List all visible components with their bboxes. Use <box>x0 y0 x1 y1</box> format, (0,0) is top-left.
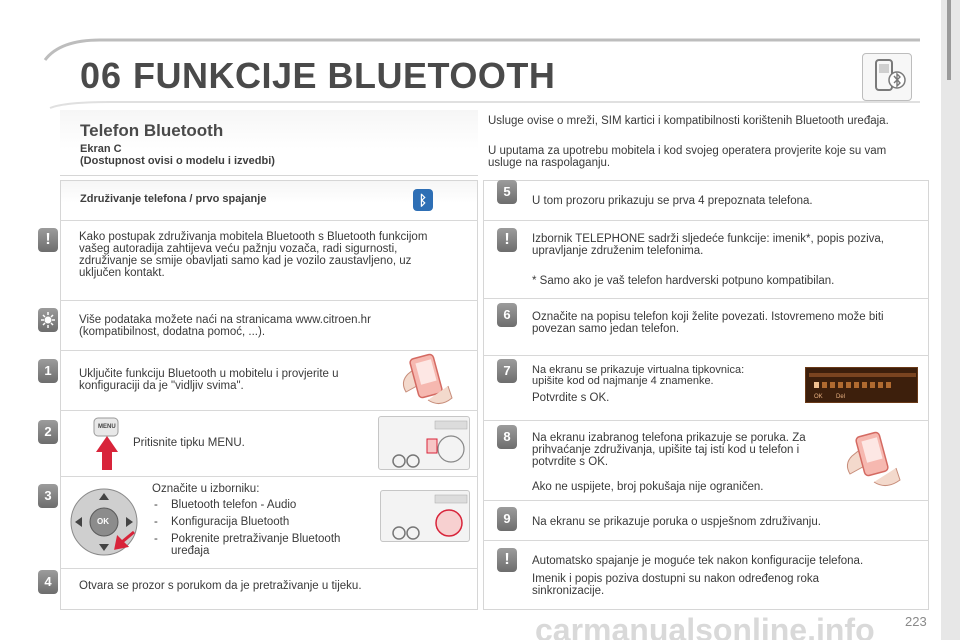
divider <box>60 220 478 221</box>
step-1-badge: 1 <box>38 359 58 383</box>
step-8-badge: 8 <box>497 425 517 449</box>
menu-option: - Konfiguracija Bluetooth <box>152 516 374 528</box>
watermark: carmanualsonline.info <box>535 612 875 640</box>
page-number: 223 <box>905 614 927 629</box>
divider <box>483 420 929 421</box>
divider <box>60 476 478 477</box>
menu-option: - Bluetooth telefon - Audio <box>152 499 374 511</box>
bluetooth-icon: ᛒ <box>413 189 433 211</box>
keypad-del-label: Del <box>836 394 846 400</box>
step-7-badge: 7 <box>497 359 517 383</box>
section-title: Združivanje telefona / prvo spajanje <box>80 193 267 205</box>
step-5-text: U tom prozoru prikazuju se prva 4 prepoznata telefona. <box>532 195 813 207</box>
step-6-badge: 6 <box>497 303 517 327</box>
divider <box>483 355 929 356</box>
availability-note: (Dostupnost ovisi o modelu i izvedbi) <box>80 155 275 167</box>
page-edge-marker <box>947 0 951 80</box>
step-7-confirm: Potvrdite s OK. <box>532 392 610 404</box>
divider <box>483 540 929 541</box>
step-9-text: Na ekranu se prikazuje poruka o uspješnom združivanju. <box>532 516 821 528</box>
step-5-badge: 5 <box>497 180 517 204</box>
divider <box>60 568 478 569</box>
menu-key-label: MENU <box>98 424 116 430</box>
step-3-intro: Označite u izborniku: <box>152 483 260 495</box>
sun-icon <box>38 308 58 332</box>
warning-text: Izbornik TELEPHONE sadrži sljedeće funkcije: imenik*, popis poziva, upravljanje združenim telefonima. <box>532 233 884 257</box>
phone-hand-illustration <box>398 352 458 410</box>
exclamation-icon: ! <box>497 228 517 252</box>
page-title: FUNKCIJE BLUETOOTH <box>133 55 556 96</box>
radio-unit-illustration <box>378 416 470 470</box>
step-8-note: Ako ne uspijete, broj pokušaja nije ograničen. <box>532 481 764 493</box>
menu-option: - Pokrenite pretraživanje Bluetooth uređaja <box>152 533 374 557</box>
menu-options-list <box>152 499 374 562</box>
step-2-text: Pritisnite tipku MENU. <box>133 437 245 449</box>
section-heading: Telefon Bluetooth <box>80 121 224 140</box>
warning-text: Kako postupak združivanja mobitela Bluetooth s Bluetooth funkcijom vašeg autoradija zahtijeva veću pažnju vozača, radi sigurnosti, združivanje se smije obavljati samo kad je vozilo zaustavljeno, uz uključen kontakt. <box>79 231 428 279</box>
phone-hand-illustration <box>842 428 906 494</box>
info-text: Više podataka možete naći na stranicama www.citroen.hr (kompatibilnost, dodatna pomoć, ...). <box>79 314 371 338</box>
step-4-badge: 4 <box>38 570 58 594</box>
step-8-text: Na ekranu izabranog telefona prikazuje se poruka. Za prihvaćanje združivanja, upišite taj isti kod u telefon i potvrdite s OK. <box>532 432 806 468</box>
step-1-text: Uključite funkciju Bluetooth u mobitelu i provjerite u konfiguraciji da je "vidljiv svima". <box>79 368 339 392</box>
step-9-badge: 9 <box>497 507 517 531</box>
exclamation-icon: ! <box>38 228 58 252</box>
divider <box>483 500 929 501</box>
ok-key-label: OK <box>97 517 109 526</box>
divider <box>483 220 929 221</box>
chapter-number: 06 <box>80 55 123 96</box>
divider <box>60 300 478 301</box>
radio-unit-illustration <box>380 490 470 542</box>
intro-paragraph-2: U uputama za upotrebu mobitela i kod svojeg operatera provjerite koje su vam usluge na raspolaganju. <box>488 145 887 169</box>
step-3-badge: 3 <box>38 484 58 508</box>
divider <box>60 410 478 411</box>
divider <box>483 298 929 299</box>
phone-bluetooth-icon <box>862 53 912 101</box>
virtual-keypad-screen <box>805 367 918 403</box>
final-text-2: Imenik i popis poziva dostupni su nakon određenog roka sinkronizacije. <box>532 573 820 597</box>
step-7-text: Na ekranu se prikazuje virtualna tipkovnica: upišite kod od najmanje 4 znamenke. <box>532 364 745 387</box>
step-6-text: Označite na popisu telefon koji želite povezati. Istovremeno može biti povezan samo jedan telefon. <box>532 311 884 335</box>
exclamation-icon: ! <box>497 548 517 572</box>
page-edge-bar <box>941 0 960 640</box>
warning-note: * Samo ako je vaš telefon hardverski potpuno kompatibilan. <box>532 275 835 287</box>
intro-paragraph-1: Usluge ovise o mreži, SIM kartici i kompatibilnosti korištenih Bluetooth uređaja. <box>488 115 889 127</box>
final-text-1: Automatsko spajanje je moguće tek nakon konfiguracije telefona. <box>532 555 864 567</box>
divider <box>60 350 478 351</box>
screen-label: Ekran C <box>80 143 122 155</box>
keypad-ok-label: OK <box>814 394 823 400</box>
step-4-text: Otvara se prozor s porukom da je pretraživanje u tijeku. <box>79 580 362 592</box>
step-2-badge: 2 <box>38 420 58 444</box>
